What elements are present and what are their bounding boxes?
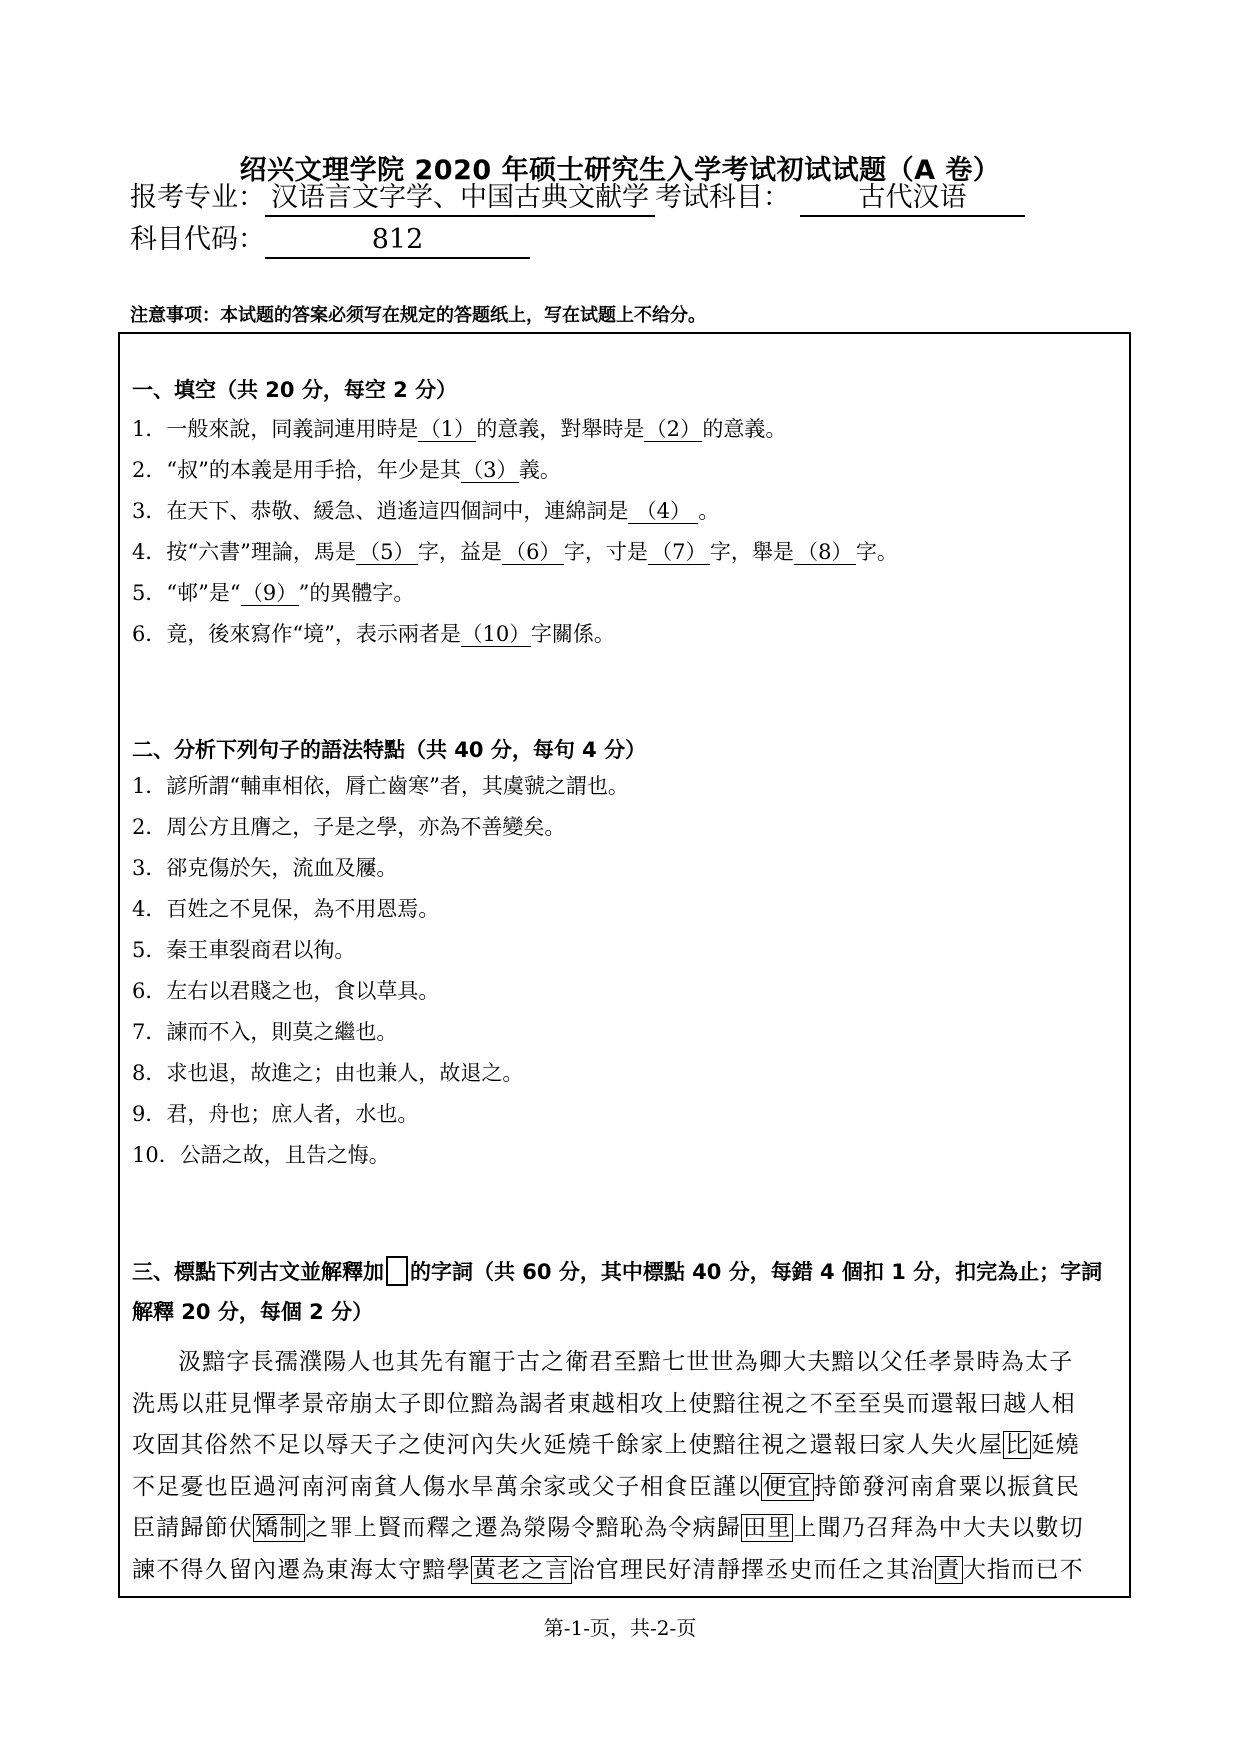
q-text: 的意義。 (702, 417, 787, 441)
q-text: 竟，後來寫作“境”，表示兩者是 (166, 622, 461, 646)
q-num: 3． (132, 499, 167, 523)
q-text: 義。 (518, 458, 561, 482)
boxed-term: 責 (936, 1556, 961, 1583)
code-value: 812 (265, 223, 530, 259)
q-num: 6． (132, 622, 167, 646)
passage-line (132, 1384, 1122, 1426)
fill-q6 (132, 619, 615, 649)
grammar-item: 4．百姓之不見保，為不用恩焉。 (132, 897, 440, 921)
q-text: “叔”的本義是用手拾，年少是其 (166, 458, 461, 482)
subject-value: 古代汉语 (800, 181, 1025, 217)
q-text: 一般來說，同義詞連用時是 (166, 417, 419, 441)
blank-3: （3） (462, 458, 518, 482)
q-text: 字，舉是 (709, 540, 794, 564)
q-text: 字，寸是 (563, 540, 648, 564)
q-text: 在天下、恭敬、緩急、逍遙這四個詞中，連綿詞是 (166, 499, 629, 523)
grammar-item: 6．左右以君賤之也，食以草具。 (132, 979, 440, 1003)
passage-text: 延燒 (1031, 1432, 1080, 1458)
fill-q5 (132, 578, 414, 608)
passage-line (132, 1508, 1122, 1550)
question-box (118, 332, 1131, 1598)
passage-text: 攻固其俗然不足以辱天子之使河內失火延燒千餘家上使黯往視之還報曰家人失火屋 (132, 1432, 1004, 1458)
grammar-item: 2．周公方且膺之，子是之學，亦為不善變矣。 (132, 815, 566, 839)
q-text: 字。 (855, 540, 898, 564)
q-num: 1． (132, 417, 167, 441)
blank-10: （10） (461, 622, 531, 646)
q-text: 的意義，對舉時是 (476, 417, 645, 441)
q-num: 4． (132, 540, 167, 564)
passage-text: 大指而已不 (962, 1556, 1084, 1583)
blank-2: （2） (645, 417, 702, 441)
major-row (130, 178, 1025, 218)
blank-1: （1） (419, 417, 476, 441)
q-text: ”的異體字。 (298, 581, 415, 605)
passage-text: 臣請歸節伏 (132, 1515, 253, 1541)
blank-8: （8） (794, 540, 856, 565)
boxed-term: 便宜 (763, 1473, 812, 1500)
section3-heading (132, 1252, 1122, 1332)
fill-q1 (132, 414, 786, 444)
blank-6: （6） (502, 540, 564, 565)
notice-text: 注意事项：本试题的答案必须写在规定的答题纸上，写在试题上不给分。 (130, 305, 706, 326)
classical-passage (132, 1342, 1122, 1591)
boxed-term: 黃老之言 (472, 1556, 570, 1583)
fill-q3 (132, 496, 719, 526)
passage-text: 之罪上賢而釋之遷為滎陽令黯恥為令病歸 (305, 1515, 742, 1541)
boxed-term: 田里 (743, 1515, 792, 1541)
grammar-item: 3．郤克傷於矢，流血及屨。 (132, 856, 398, 880)
q-text: 按“六書”理論，馬是 (166, 540, 356, 564)
section2-heading: 二、分析下列句子的語法特點（共 40 分，每句 4 分） (132, 738, 647, 762)
grammar-item: 7．諫而不入，則莫之繼也。 (132, 1020, 398, 1044)
subject-label: 考试科目： (655, 182, 790, 213)
page-footer: 第-1-页，共-2-页 (543, 1616, 697, 1640)
passage-text: 諫不得久留內遷為東海太守黯學 (132, 1556, 471, 1583)
blank-5: （5） (356, 540, 418, 565)
q-text: “邨”是“ (166, 581, 241, 605)
passage-line (132, 1425, 1122, 1467)
passage-text: 洗馬以莊見憚孝景帝崩太子即位黯為謁者東越相攻上使黯往視之不至至吳而還報曰越人相 (132, 1390, 1076, 1417)
q-text: 字，益是 (417, 540, 502, 564)
blank-4: （4） (628, 499, 698, 524)
q-text: 字關係。 (530, 622, 615, 646)
grammar-item: 5．秦王車裂商君以徇。 (132, 938, 356, 962)
passage-text: 不足憂也臣過河南河南貧人傷水旱萬余家或父子相食臣謹以 (132, 1473, 762, 1500)
blank-9: （9） (241, 581, 298, 605)
fill-q2 (132, 455, 561, 485)
grammar-item: 10．公語之故，且告之悔。 (132, 1143, 390, 1167)
code-label: 科目代码： (130, 224, 265, 255)
major-value: 汉语言文字学、中国古典文献学 (265, 181, 655, 217)
grammar-item: 1．諺所謂“輔車相依，脣亡齒寒”者，其虞虢之謂也。 (132, 774, 629, 798)
exam-title: 绍兴文理学院 2020 年硕士研究生入学考试初试试题（A 卷） (239, 155, 1001, 186)
highlight-box-sample (386, 1256, 408, 1286)
section3-heading-part: 的字詞（共 60 分，其中標點 40 分，每錯 4 個扣 1 分，扣完為止；字詞解釋 20 分，每個 2 分） (132, 1260, 1103, 1324)
major-label: 报考专业： (130, 182, 265, 213)
passage-text: 持節發河南倉粟以振貧民 (813, 1473, 1080, 1500)
section3-heading-part: 三、標點下列古文並解釋加 (132, 1260, 384, 1284)
grammar-item: 8．求也退，故進之；由也兼人，故退之。 (132, 1061, 524, 1085)
fill-q4 (132, 537, 898, 567)
passage-text: 上聞乃召拜為中大夫以數切 (793, 1515, 1084, 1541)
passage-line (132, 1467, 1122, 1509)
q-num: 5． (132, 581, 167, 605)
passage-line (132, 1550, 1122, 1592)
blank-7: （7） (648, 540, 710, 565)
passage-text: 治官理民好清靜擇丞史而任之其治 (571, 1556, 935, 1583)
code-row (130, 220, 530, 260)
passage-text: 汲黯字長孺濮陽人也其先有寵于古之衛君至黯七世世為卿大夫黯以父任孝景時為太子 (178, 1349, 1074, 1375)
grammar-item: 9．君，舟也；庶人者，水也。 (132, 1102, 419, 1126)
boxed-term: 矯制 (255, 1515, 304, 1541)
section1-heading: 一、填空（共 20 分，每空 2 分） (132, 378, 458, 402)
passage-line (132, 1342, 1122, 1384)
q-num: 2． (132, 458, 167, 482)
q-text: 。 (698, 499, 720, 523)
boxed-term: 比 (1005, 1432, 1030, 1458)
